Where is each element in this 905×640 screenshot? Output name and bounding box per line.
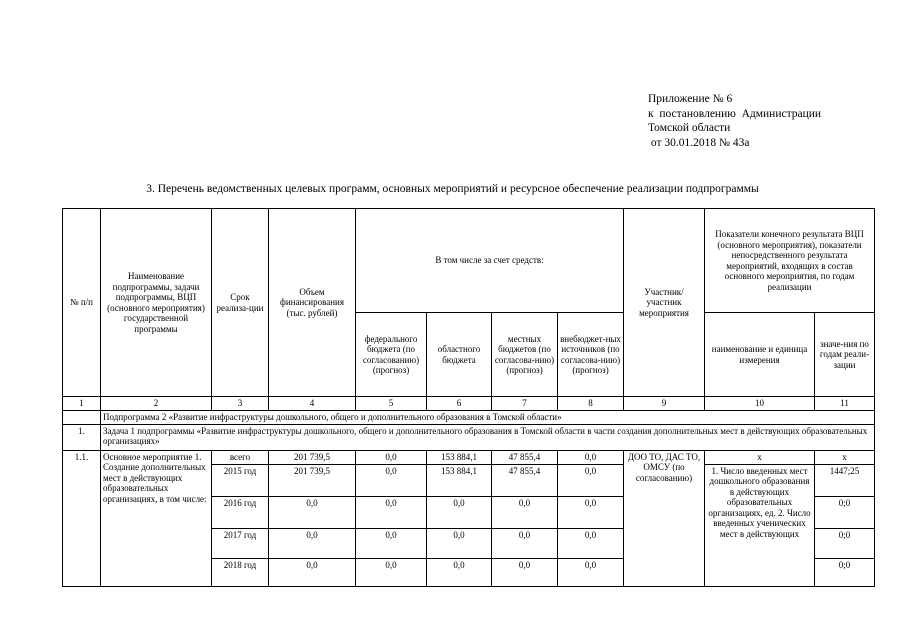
col-number: 3 [212,397,269,411]
header-regional: областного бюджета [427,313,492,397]
volume-cell: 201 739,5 [269,464,356,496]
federal-cell: 0,0 [356,558,427,586]
period-cell: 2015 год [212,464,269,496]
header-term: Срок реализа-ции [212,209,269,397]
col-number: 7 [492,397,558,411]
appendix-line-2: к постановлению Администрации [648,107,822,120]
col-number: 8 [558,397,624,411]
activity-num: 1.1. [63,450,101,586]
header-including: В том числе за счет средств: [356,209,624,313]
indicator-name-cell: х [705,450,815,464]
local-cell: 0,0 [492,528,558,558]
volume-cell: 0,0 [269,528,356,558]
activity-name: Основное мероприятие 1. Создание дополнительных мест в действующих образовательных организациях, в том числе: [101,450,212,586]
activity-participant: ДОО ТО, ДАС ТО, ОМСУ (по согласованию) [624,450,705,586]
col-number: 5 [356,397,427,411]
col-number: 10 [705,397,815,411]
header-volume: Объем финансирования (тыс. рублей) [269,209,356,397]
indicator-value-cell: 0;0 [815,528,875,558]
header-indicator-name: наименование и единица измерения [705,313,815,397]
indicator-value-cell: 0;0 [815,496,875,528]
extra-cell: 0,0 [558,558,624,586]
task-title: Задача 1 подпрограммы «Развитие инфраструктуры дошкольного, общего и дополнительного образования в Томской области в части создания дополнительных мест в действующих образовательных организациях» [101,424,875,450]
volume-cell: 0,0 [269,496,356,528]
header-name: Наименование подпрограммы, задачи подпрограммы, ВЦП (основного мероприятия) государственной программы [101,209,212,397]
col-number: 9 [624,397,705,411]
header-row-1 [63,209,875,313]
col-number: 6 [427,397,492,411]
header-local: местных бюджетов (по согласова-нию) (прогноз) [492,313,558,397]
extra-cell: 0,0 [558,464,624,496]
header-federal: федерального бюджета (по согласованию) (прогноз) [356,313,427,397]
header-indicators: Показатели конечного результата ВЦП (основного мероприятия), показатели непосредственного результата мероприятий, входящих в состав основного мероприятия, по годам реализации [705,209,875,313]
period-cell: 2018 год [212,558,269,586]
appendix-line-1: Приложение № 6 [648,93,733,105]
federal-cell: 0,0 [356,450,427,464]
indicator-value-cell: 0;0 [815,558,875,586]
appendix-line-3: Томской области [648,122,731,134]
col-number: 4 [269,397,356,411]
indicator-description: 1. Число введенных мест дошкольного образования в действующих образовательных организациях, ед. 2. Число введенных ученических мест в действующих [705,464,815,586]
indicator-value-cell: х [815,450,875,464]
local-cell: 47 855,4 [492,450,558,464]
local-cell: 0,0 [492,496,558,528]
volume-cell: 0,0 [269,558,356,586]
federal-cell: 0,0 [356,528,427,558]
federal-cell: 0,0 [356,496,427,528]
local-cell: 47 855,4 [492,464,558,496]
regional-cell: 0,0 [427,528,492,558]
header-extra: внебюджет-ных источников (по согласова-нию) (прогноз) [558,313,624,397]
period-cell: 2016 год [212,496,269,528]
document-title: 3. Перечень ведомственных целевых программ, основных мероприятий и ресурсное обеспечение реализации подпрограммы [146,183,759,195]
indicator-value-cell: 1447;25 [815,464,875,496]
appendix-block [648,92,888,150]
local-cell: 0,0 [492,558,558,586]
col-number: 2 [101,397,212,411]
col-number: 1 [63,397,101,411]
extra-cell: 0,0 [558,496,624,528]
header-indicator-value: значе-ния по годам реали-зации [815,313,875,397]
extra-cell: 0,0 [558,450,624,464]
header-participant: Участник/ участник мероприятия [624,209,705,397]
subprogram-num-cell [63,410,101,424]
subprogram-row [63,410,875,424]
regional-cell: 0,0 [427,496,492,528]
regional-cell: 0,0 [427,558,492,586]
appendix-line-4: от 30.01.2018 № 43а [648,136,750,149]
period-cell: всего [212,450,269,464]
col-number: 11 [815,397,875,411]
extra-cell: 0,0 [558,528,624,558]
activity-row-total [63,450,875,464]
federal-cell: 0,0 [356,464,427,496]
task-num: 1. [63,424,101,450]
header-num: № п/п [63,209,101,397]
subprogram-title: Подпрограмма 2 «Развитие инфраструктуры дошкольного, общего и дополнительного образования в Томской области» [101,410,875,424]
regional-cell: 153 884,1 [427,464,492,496]
volume-cell: 201 739,5 [269,450,356,464]
task-row [63,424,875,450]
program-table [62,208,875,587]
regional-cell: 153 884,1 [427,450,492,464]
period-cell: 2017 год [212,528,269,558]
column-number-row [63,397,875,411]
